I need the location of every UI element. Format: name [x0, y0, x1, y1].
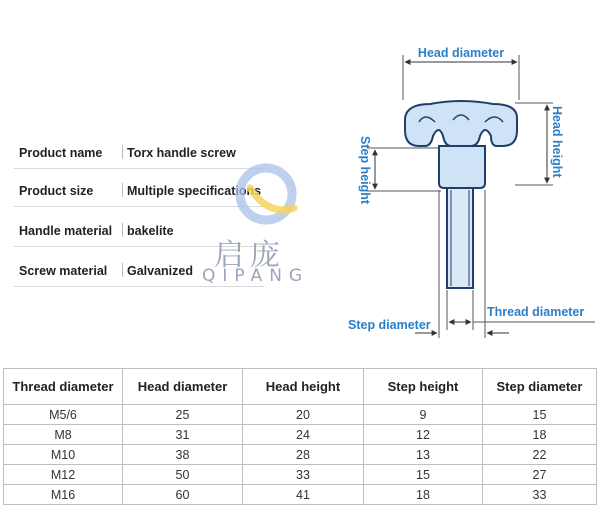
table-cell: 25	[123, 405, 243, 425]
table-cell: 12	[364, 425, 483, 445]
spec-divider	[122, 145, 123, 159]
step-diameter-label: Step diameter	[348, 318, 431, 332]
spec-value: Torx handle screw	[127, 146, 236, 160]
spec-value: Galvanized	[127, 264, 193, 278]
spec-underline	[14, 206, 264, 207]
table-cell: M5/6	[4, 405, 123, 425]
table-cell: 27	[483, 465, 597, 485]
spec-label: Product size	[19, 184, 94, 198]
watermark-brand-text: QIPANG	[202, 266, 310, 286]
spec-underline	[14, 168, 264, 169]
table-cell: 18	[364, 485, 483, 505]
table-cell: M10	[4, 445, 123, 465]
table-cell: 15	[483, 405, 597, 425]
spec-value: bakelite	[127, 224, 174, 238]
head-diameter-label: Head diameter	[417, 46, 505, 60]
table-cell: M8	[4, 425, 123, 445]
screw-dimension-diagram	[335, 0, 600, 345]
table-row	[4, 445, 597, 465]
table-cell: M16	[4, 485, 123, 505]
table-cell: 24	[243, 425, 364, 445]
table-cell: 9	[364, 405, 483, 425]
spec-divider	[122, 223, 123, 237]
table-row	[4, 465, 597, 485]
table-row	[4, 405, 597, 425]
column-header-head-height: Head height	[243, 369, 364, 405]
table-cell: 60	[123, 485, 243, 505]
spec-label: Product name	[19, 146, 103, 160]
table-header-row	[4, 369, 597, 405]
table-row	[4, 485, 597, 505]
table-cell: 50	[123, 465, 243, 485]
table-cell: 28	[243, 445, 364, 465]
table-cell: 15	[364, 465, 483, 485]
table-cell: 31	[123, 425, 243, 445]
table-cell: 41	[243, 485, 364, 505]
table-cell: 22	[483, 445, 597, 465]
spec-underline	[14, 286, 264, 287]
column-header-head-diameter: Head diameter	[123, 369, 243, 405]
spec-label: Handle material	[19, 224, 113, 238]
thread-diameter-label: Thread diameter	[487, 305, 585, 319]
table-cell: 33	[243, 465, 364, 485]
table-cell: 18	[483, 425, 597, 445]
spec-divider	[122, 263, 123, 277]
head-height-label: Head height	[550, 106, 564, 178]
table-cell: 13	[364, 445, 483, 465]
handle-head-shape	[405, 101, 517, 146]
column-header-thread-diameter: Thread diameter	[4, 369, 123, 405]
step-height-label: Step height	[358, 136, 372, 205]
table-row	[4, 425, 597, 445]
spec-label: Screw material	[19, 264, 108, 278]
spec-value: Multiple specifications	[127, 184, 262, 198]
table-cell: 20	[243, 405, 364, 425]
column-header-step-height: Step height	[364, 369, 483, 405]
spec-divider	[122, 183, 123, 197]
table-cell: 38	[123, 445, 243, 465]
dimensions-table	[3, 368, 597, 505]
step-shape	[439, 146, 485, 188]
table-cell: M12	[4, 465, 123, 485]
column-header-step-diameter: Step diameter	[483, 369, 597, 405]
table-cell: 33	[483, 485, 597, 505]
watermark-chinese-text: 启庞	[214, 238, 286, 273]
watermark-logo-icon	[228, 158, 308, 233]
